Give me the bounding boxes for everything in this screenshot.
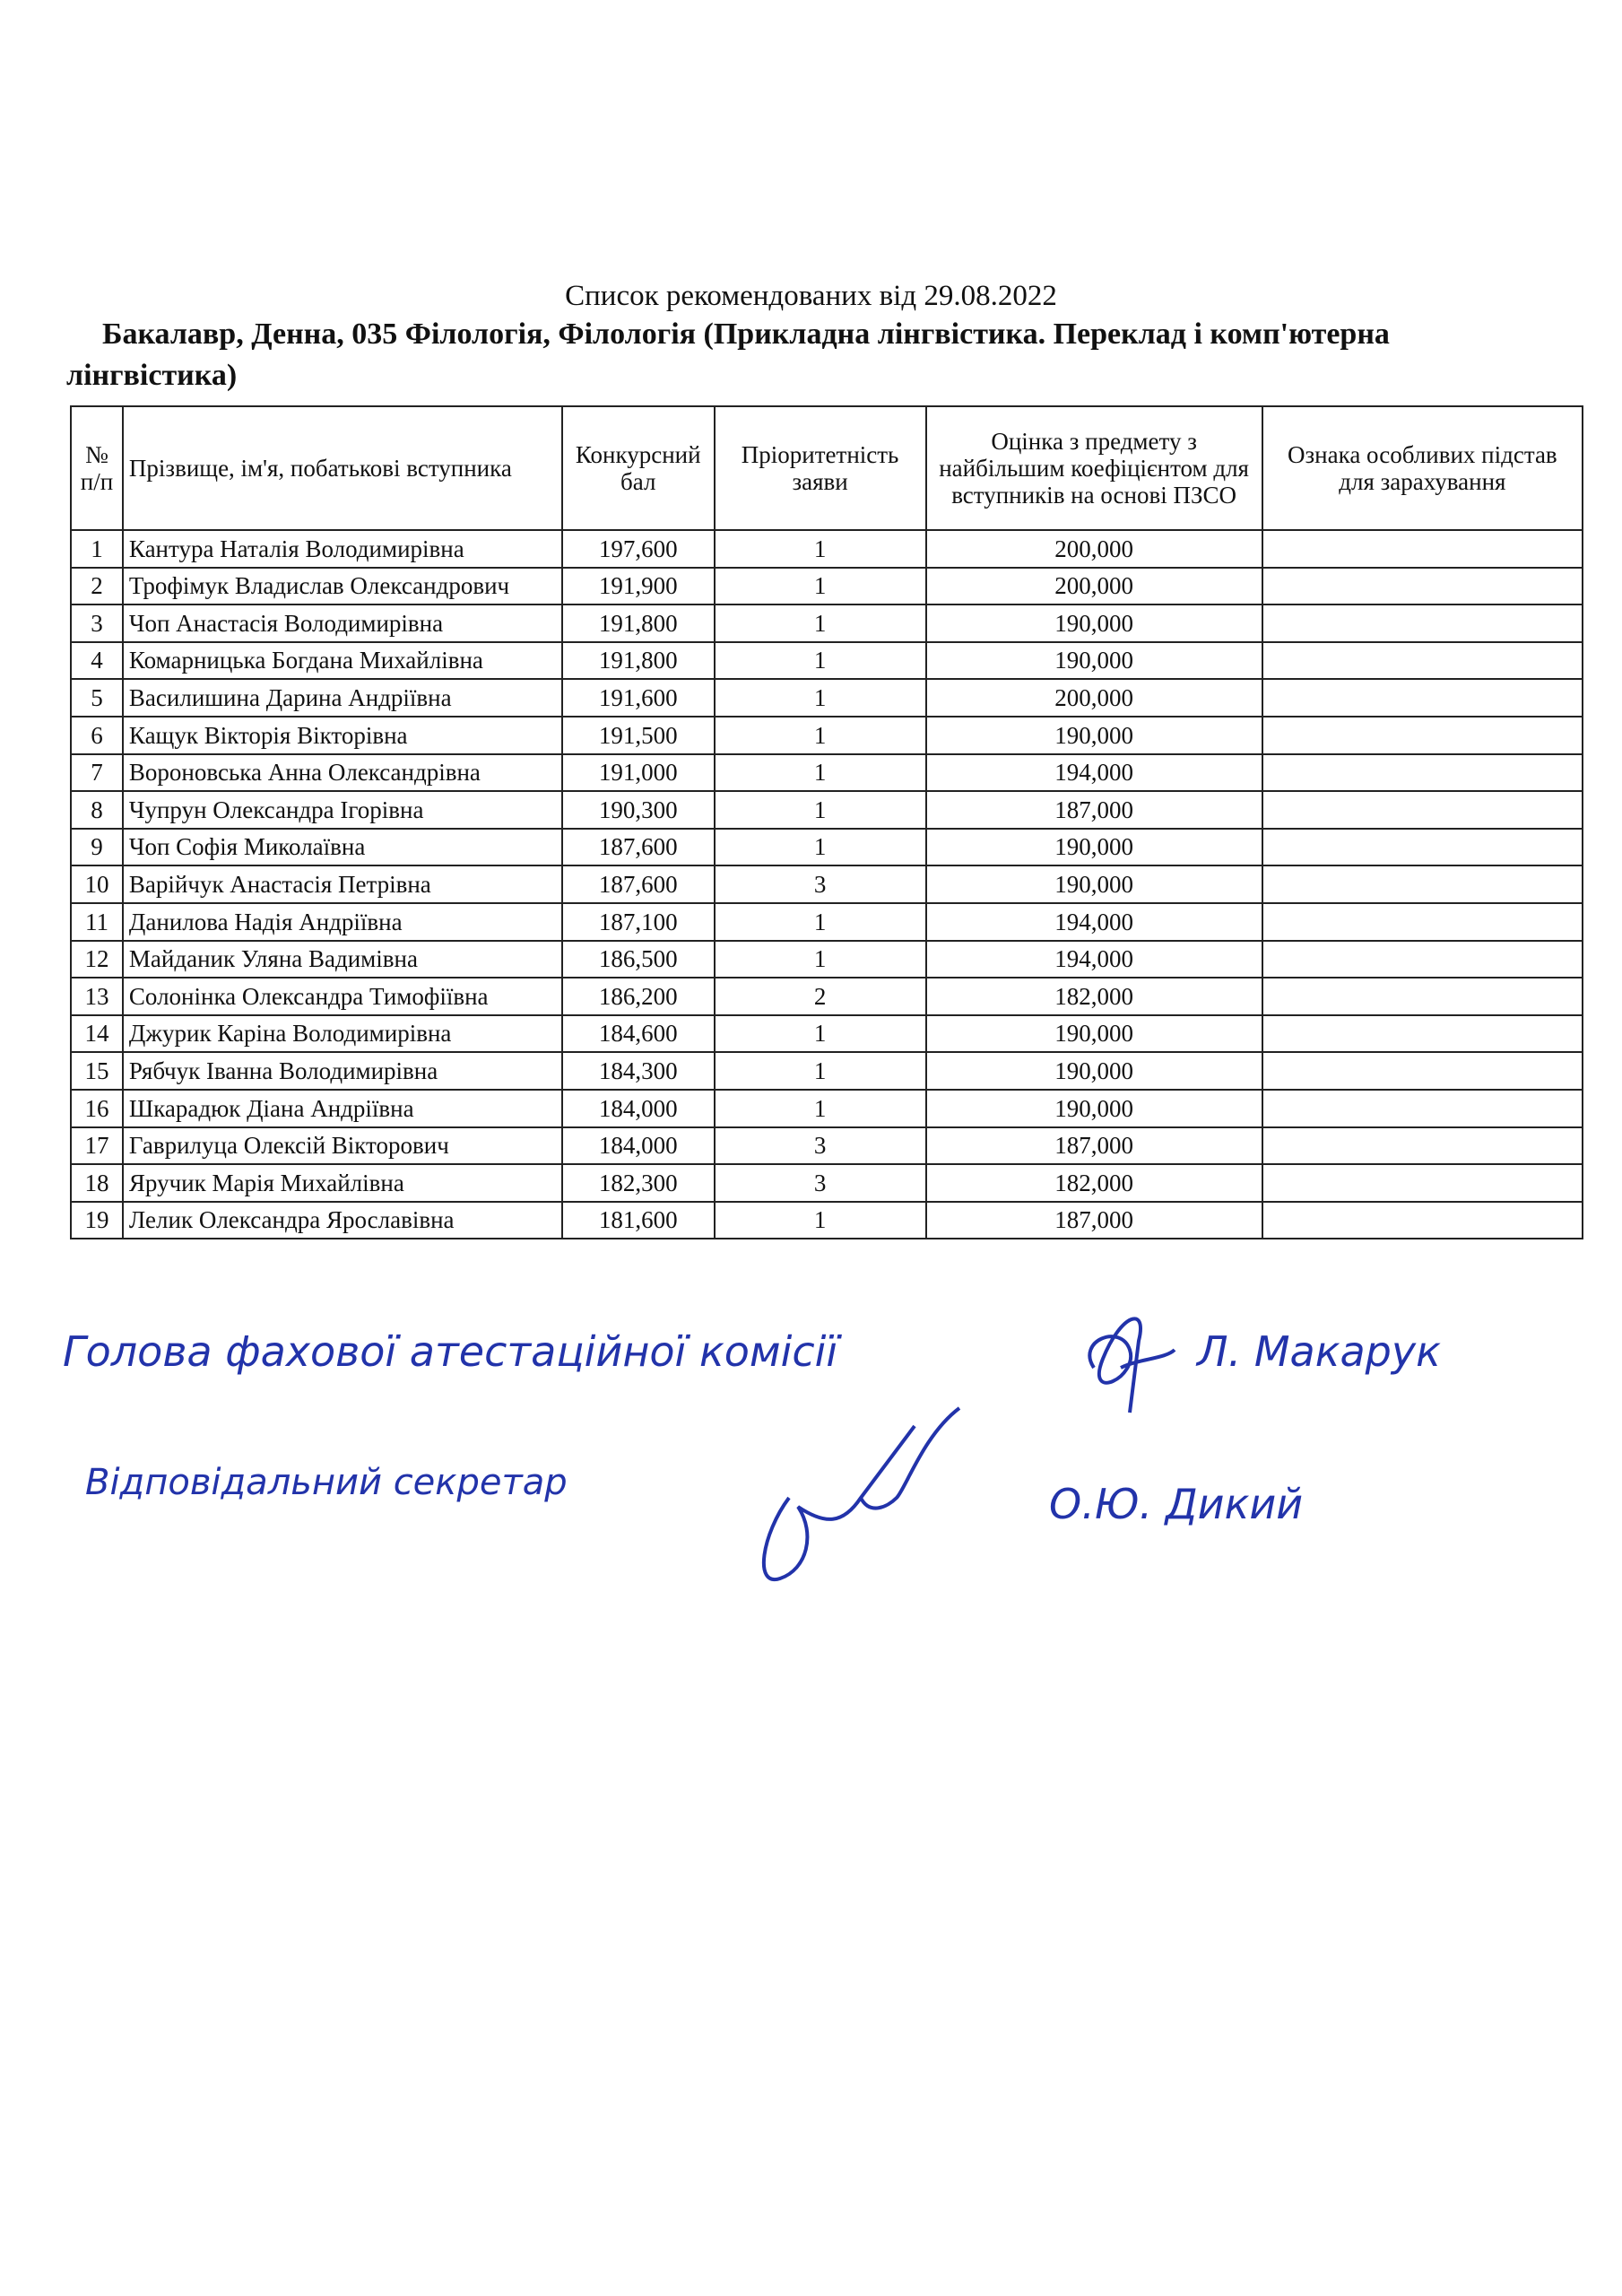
table-row	[71, 1015, 1583, 1053]
cell-num: 19	[71, 1202, 123, 1239]
subtitle-line-1: Бакалавр, Денна, 035 Філологія, Філологія (Прикладна лінгвістика. Переклад і комп'ютерна	[102, 317, 1390, 351]
cell-name: Василишина Дарина Андріївна	[123, 679, 562, 717]
cell-grade: 200,000	[926, 530, 1262, 568]
table-row	[71, 1164, 1583, 1202]
cell-note	[1262, 604, 1583, 642]
cell-num: 1	[71, 530, 123, 568]
table-row	[71, 829, 1583, 866]
cell-grade: 190,000	[926, 717, 1262, 754]
cell-note	[1262, 1090, 1583, 1127]
table-row	[71, 1052, 1583, 1090]
table-row	[71, 1090, 1583, 1127]
cell-priority: 1	[715, 754, 926, 792]
cell-num: 13	[71, 978, 123, 1015]
table-row	[71, 1202, 1583, 1239]
cell-score: 186,200	[562, 978, 715, 1015]
cell-name: Трофімук Владислав Олександрович	[123, 568, 562, 605]
cell-grade: 200,000	[926, 568, 1262, 605]
table-row	[71, 642, 1583, 680]
cell-grade: 200,000	[926, 679, 1262, 717]
cell-priority: 1	[715, 1090, 926, 1127]
table-row	[71, 865, 1583, 903]
cell-score: 187,600	[562, 865, 715, 903]
cell-num: 4	[71, 642, 123, 680]
cell-score: 187,600	[562, 829, 715, 866]
cell-note	[1262, 642, 1583, 680]
cell-priority: 1	[715, 791, 926, 829]
cell-name: Варійчук Анастасія Петрівна	[123, 865, 562, 903]
cell-score: 190,300	[562, 791, 715, 829]
cell-name: Комарницька Богдана Михайлівна	[123, 642, 562, 680]
cell-name: Вороновська Анна Олександрівна	[123, 754, 562, 792]
cell-score: 181,600	[562, 1202, 715, 1239]
cell-score: 184,000	[562, 1090, 715, 1127]
cell-note	[1262, 865, 1583, 903]
document-title: Список рекомендованих від 29.08.2022	[565, 280, 1057, 312]
cell-name: Данилова Надія Андріївна	[123, 903, 562, 941]
cell-note	[1262, 530, 1583, 568]
cell-note	[1262, 1015, 1583, 1053]
header-grade: Оцінка з предмету з найбільшим коефіцієнтом для вступників на основі ПЗСО	[926, 406, 1262, 530]
cell-grade: 194,000	[926, 941, 1262, 978]
cell-grade: 194,000	[926, 903, 1262, 941]
cell-priority: 3	[715, 865, 926, 903]
table-row	[71, 941, 1583, 978]
cell-priority: 1	[715, 941, 926, 978]
cell-num: 7	[71, 754, 123, 792]
cell-name: Гаврилуца Олексій Вікторович	[123, 1127, 562, 1165]
cell-note	[1262, 1164, 1583, 1202]
secretary-name: О.Ю. Дикий	[1049, 1480, 1304, 1528]
cell-grade: 190,000	[926, 1052, 1262, 1090]
cell-priority: 2	[715, 978, 926, 1015]
cell-grade: 187,000	[926, 791, 1262, 829]
cell-score: 191,900	[562, 568, 715, 605]
cell-note	[1262, 903, 1583, 941]
cell-grade: 182,000	[926, 1164, 1262, 1202]
cell-score: 184,000	[562, 1127, 715, 1165]
cell-priority: 1	[715, 642, 926, 680]
cell-grade: 190,000	[926, 642, 1262, 680]
cell-score: 191,000	[562, 754, 715, 792]
header-priority: Пріоритетність заяви	[715, 406, 926, 530]
cell-num: 16	[71, 1090, 123, 1127]
cell-priority: 1	[715, 1015, 926, 1053]
cell-score: 191,500	[562, 717, 715, 754]
cell-grade: 190,000	[926, 829, 1262, 866]
cell-note	[1262, 1202, 1583, 1239]
cell-score: 191,800	[562, 642, 715, 680]
cell-name: Кащук Вікторія Вікторівна	[123, 717, 562, 754]
cell-note	[1262, 978, 1583, 1015]
cell-name: Шкарадюк Діана Андріївна	[123, 1090, 562, 1127]
subtitle-line-2: лінгвістика)	[66, 359, 238, 392]
cell-priority: 3	[715, 1127, 926, 1165]
cell-name: Яручик Марія Михайлівна	[123, 1164, 562, 1202]
header-score: Конкурсний бал	[562, 406, 715, 530]
cell-num: 3	[71, 604, 123, 642]
table-row	[71, 530, 1583, 568]
cell-name: Кантура Наталія Володимирівна	[123, 530, 562, 568]
cell-priority: 1	[715, 1052, 926, 1090]
cell-priority: 1	[715, 1202, 926, 1239]
cell-priority: 1	[715, 903, 926, 941]
cell-score: 184,600	[562, 1015, 715, 1053]
table-row	[71, 679, 1583, 717]
cell-score: 186,500	[562, 941, 715, 978]
cell-grade: 190,000	[926, 604, 1262, 642]
table-row	[71, 754, 1583, 792]
cell-num: 14	[71, 1015, 123, 1053]
cell-score: 182,300	[562, 1164, 715, 1202]
cell-note	[1262, 941, 1583, 978]
cell-score: 184,300	[562, 1052, 715, 1090]
cell-grade: 182,000	[926, 978, 1262, 1015]
cell-num: 17	[71, 1127, 123, 1165]
table-row	[71, 604, 1583, 642]
table-row	[71, 1127, 1583, 1165]
secretary-signature	[735, 1399, 968, 1614]
header-num: № п/п	[71, 406, 123, 530]
table-row	[71, 791, 1583, 829]
cell-note	[1262, 1052, 1583, 1090]
cell-score: 197,600	[562, 530, 715, 568]
cell-priority: 1	[715, 530, 926, 568]
cell-priority: 1	[715, 679, 926, 717]
cell-num: 5	[71, 679, 123, 717]
cell-priority: 1	[715, 717, 926, 754]
table-header-row	[71, 406, 1583, 530]
cell-note	[1262, 1127, 1583, 1165]
cell-score: 191,800	[562, 604, 715, 642]
cell-num: 12	[71, 941, 123, 978]
table-row	[71, 568, 1583, 605]
cell-name: Чоп Анастасія Володимирівна	[123, 604, 562, 642]
chair-signature	[1067, 1305, 1184, 1431]
cell-grade: 190,000	[926, 1090, 1262, 1127]
applicants-table	[70, 405, 1583, 1239]
cell-num: 15	[71, 1052, 123, 1090]
cell-priority: 1	[715, 568, 926, 605]
cell-note	[1262, 754, 1583, 792]
cell-score: 191,600	[562, 679, 715, 717]
cell-priority: 1	[715, 829, 926, 866]
cell-note	[1262, 568, 1583, 605]
table-row	[71, 903, 1583, 941]
cell-note	[1262, 829, 1583, 866]
cell-priority: 3	[715, 1164, 926, 1202]
cell-priority: 1	[715, 604, 926, 642]
cell-grade: 187,000	[926, 1202, 1262, 1239]
cell-name: Солонінка Олександра Тимофіївна	[123, 978, 562, 1015]
cell-grade: 190,000	[926, 865, 1262, 903]
cell-score: 187,100	[562, 903, 715, 941]
cell-note	[1262, 791, 1583, 829]
document-subtitle	[66, 314, 1501, 396]
cell-num: 10	[71, 865, 123, 903]
cell-num: 11	[71, 903, 123, 941]
cell-num: 9	[71, 829, 123, 866]
chair-label: Голова фахової атестаційної комісії	[63, 1327, 838, 1376]
cell-name: Джурик Каріна Володимирівна	[123, 1015, 562, 1053]
cell-note	[1262, 679, 1583, 717]
cell-grade: 190,000	[926, 1015, 1262, 1053]
cell-name: Рябчук Іванна Володимирівна	[123, 1052, 562, 1090]
cell-num: 18	[71, 1164, 123, 1202]
secretary-label: Відповідальний секретар	[85, 1462, 568, 1503]
cell-name: Майданик Уляна Вадимівна	[123, 941, 562, 978]
cell-num: 2	[71, 568, 123, 605]
cell-num: 8	[71, 791, 123, 829]
cell-grade: 187,000	[926, 1127, 1262, 1165]
cell-name: Чупрун Олександра Ігорівна	[123, 791, 562, 829]
cell-num: 6	[71, 717, 123, 754]
cell-name: Чоп Софія Миколаївна	[123, 829, 562, 866]
header-name: Прізвище, ім'я, побатькові вступника	[123, 406, 562, 530]
table-row	[71, 717, 1583, 754]
header-note: Ознака особливих підстав для зарахування	[1262, 406, 1583, 530]
cell-note	[1262, 717, 1583, 754]
chair-name: Л. Макарук	[1197, 1327, 1441, 1376]
table-row	[71, 978, 1583, 1015]
cell-grade: 194,000	[926, 754, 1262, 792]
cell-name: Лелик Олександра Ярославівна	[123, 1202, 562, 1239]
